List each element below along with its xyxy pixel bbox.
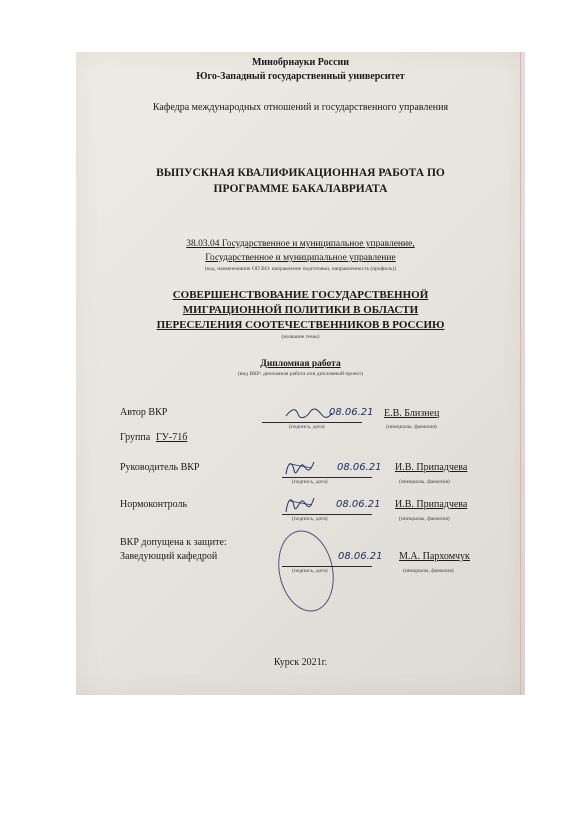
author-role: Автор ВКР — [120, 407, 168, 418]
author-name: Е.В. Близнец — [384, 408, 440, 419]
supervisor-date: 08.06.21 — [337, 462, 382, 473]
program-line2: Государственное и муниципальное управление — [205, 253, 396, 263]
group-value: ГУ-71б — [156, 432, 188, 443]
group-label: Группа — [120, 432, 151, 443]
topic-line1: СОВЕРШЕНСТВОВАНИЕ ГОСУДАРСТВЕННОЙ — [172, 289, 429, 301]
normcontrol-date: 08.06.21 — [336, 499, 381, 510]
admission-date: 08.06.21 — [338, 551, 383, 562]
work-title-line1: ВЫПУСКНАЯ КВАЛИФИКАЦИОННАЯ РАБОТА ПО — [156, 167, 445, 179]
admission-sign-caption: (подпись, дата) — [292, 568, 328, 574]
admission-name-caption: (инициалы, фамилия) — [403, 568, 454, 574]
supervisor-role: Руководитель ВКР — [120, 462, 200, 473]
admission-name: М.А. Пархомчук — [399, 551, 470, 562]
normcontrol-role: Нормоконтроль — [120, 499, 188, 510]
supervisor-signature-icon — [282, 456, 316, 478]
normcontrol-name: И.В. Припадчева — [395, 499, 468, 510]
document-photo — [76, 52, 525, 695]
supervisor-name-caption: (инициалы, фамилия) — [399, 479, 450, 485]
topic-line3: ПЕРЕСЕЛЕНИЯ СООТЕЧЕСТВЕННИКОВ В РОССИЮ — [156, 319, 445, 331]
work-type-caption: (вид ВКР: дипломная работа или дипломный проект) — [237, 371, 364, 377]
normcontrol-signature-icon — [282, 492, 316, 516]
ministry-name: Минобрнауки России — [251, 57, 350, 68]
supervisor-sign-caption: (подпись, дата) — [292, 479, 328, 485]
work-title-line2: ПРОГРАММЕ БАКАЛАВРИАТА — [213, 183, 388, 195]
city-year: Курск 2021г. — [273, 657, 328, 668]
program-caption: (код, наименование ОП ВО: направление подготовки, направленность (профиль)) — [204, 266, 397, 272]
topic-line2: МИГРАЦИОННОЙ ПОЛИТИКИ В ОБЛАСТИ — [182, 304, 419, 316]
supervisor-name: И.В. Припадчева — [395, 462, 468, 473]
work-type: Дипломная работа — [260, 359, 341, 369]
author-date: 08.06.21 — [329, 407, 374, 418]
author-sign-caption: (подпись, дата) — [289, 424, 325, 430]
university-name: Юго-Западный государственный университет — [196, 71, 405, 82]
author-signature-icon — [284, 406, 334, 420]
normcontrol-name-caption: (инициалы, фамилия) — [399, 516, 450, 522]
author-sign-line — [262, 422, 362, 423]
admission-label: ВКР допущена к защите: — [120, 537, 227, 548]
topic-caption: (название темы) — [281, 334, 320, 340]
program-line1: 38.03.04 Государственное и муниципальное управление, — [186, 239, 415, 249]
author-name-caption: (инициалы, фамилия) — [386, 424, 437, 430]
admission-role: Заведующий кафедрой — [120, 551, 218, 562]
normcontrol-sign-caption: (подпись, дата) — [292, 516, 328, 522]
department-name: Кафедра международных отношений и государственного управления — [152, 102, 449, 113]
admission-sign-line — [282, 566, 372, 567]
